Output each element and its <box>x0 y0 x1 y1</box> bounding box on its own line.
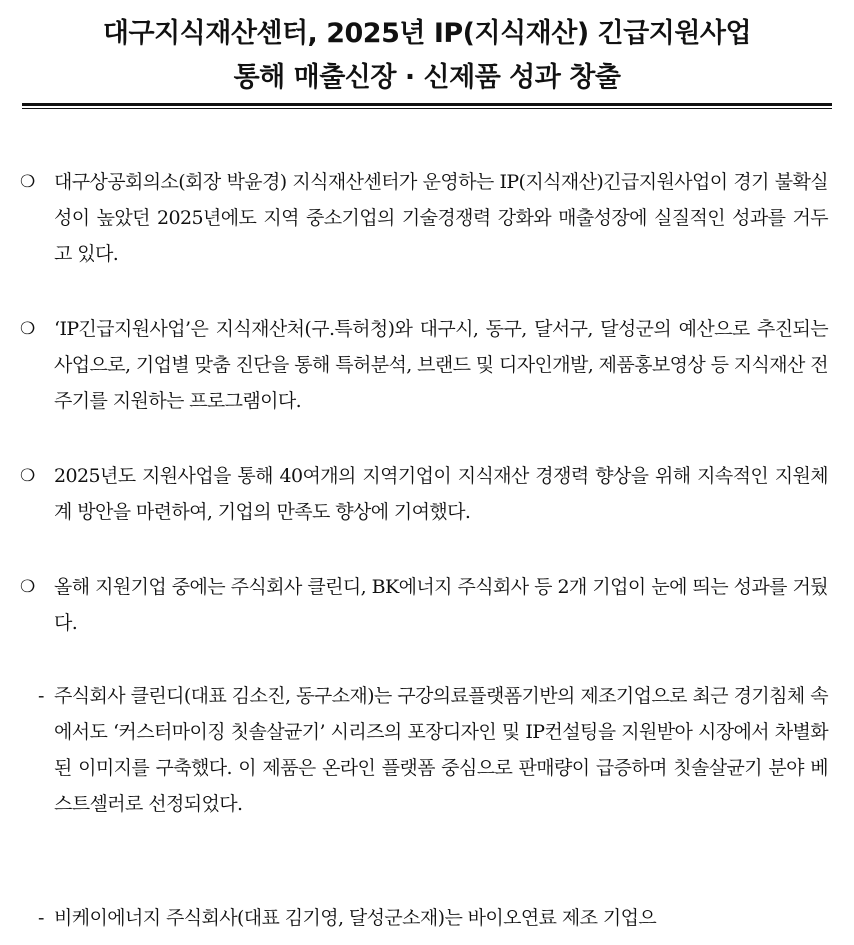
circle-bullet-icon: ❍ <box>20 319 35 339</box>
dash-marker: - <box>38 907 44 929</box>
paragraph-1 <box>20 164 828 272</box>
sub-item-2 <box>38 900 828 936</box>
paragraph-4 <box>20 569 828 641</box>
title-divider-thin <box>22 108 832 109</box>
paragraph-3 <box>20 458 828 530</box>
paragraph-2 <box>20 311 828 419</box>
circle-bullet-icon: ❍ <box>20 172 35 192</box>
paragraph-1-text: 대구상공회의소(회장 박윤경) 지식재산센터가 운영하는 IP(지식재산)긴급지원사업이 경기 불확실성이 높았던 2025년에도 지역 중소기업의 기술경쟁력 강화와 매출성장에 실질적인 성과를 거두고 있다. <box>54 171 828 265</box>
paragraph-4-text: 올해 지원기업 중에는 주식회사 클린디, BK에너지 주식회사 등 2개 기업이 눈에 띄는 성과를 거뒀다. <box>54 576 828 634</box>
sub-item-2-text: 비케이에너지 주식회사(대표 김기영, 달성군소재)는 바이오연료 제조 기업으 <box>54 907 657 929</box>
circle-bullet-icon: ❍ <box>20 466 35 486</box>
circle-bullet-icon: ❍ <box>20 577 35 597</box>
headline <box>0 12 854 100</box>
sub-item-1 <box>38 678 828 822</box>
headline-line-2: 통해 매출신장 · 신제품 성과 창출 <box>233 62 621 93</box>
paragraph-2-text: ‘IP긴급지원사업’은 지식재산처(구.특허청)와 대구시, 동구, 달서구, 달성군의 예산으로 추진되는 사업으로, 기업별 맞춤 진단을 통해 특허분석, 브랜드 및 디자인개발, 제품홍보영상 등 지식재산 전 주기를 지원하는 프로그램이다. <box>54 318 829 412</box>
dash-marker: - <box>38 685 44 707</box>
sub-item-1-text: 주식회사 클린디(대표 김소진, 동구소재)는 구강의료플랫폼기반의 제조기업으로 최근 경기침체 속에서도 ‘커스터마이징 칫솔살균기’ 시리즈의 포장디자인 및 IP컨설팅을 지원받아 시장에서 차별화된 이미지를 구축했다. 이 제품은 온라인 플랫폼 중심으로 판매량이 급증하며 칫솔살균기 분야 베스트셀러로 선정되었다. <box>54 685 828 815</box>
title-divider-thick <box>22 103 832 106</box>
headline-line-1: 대구지식재산센터, 2025년 IP(지식재산) 긴급지원사업 <box>102 18 752 49</box>
paragraph-3-text: 2025년도 지원사업을 통해 40여개의 지역기업이 지식재산 경쟁력 향상을 위해 지속적인 지원체계 방안을 마련하여, 기업의 만족도 향상에 기여했다. <box>54 465 828 523</box>
